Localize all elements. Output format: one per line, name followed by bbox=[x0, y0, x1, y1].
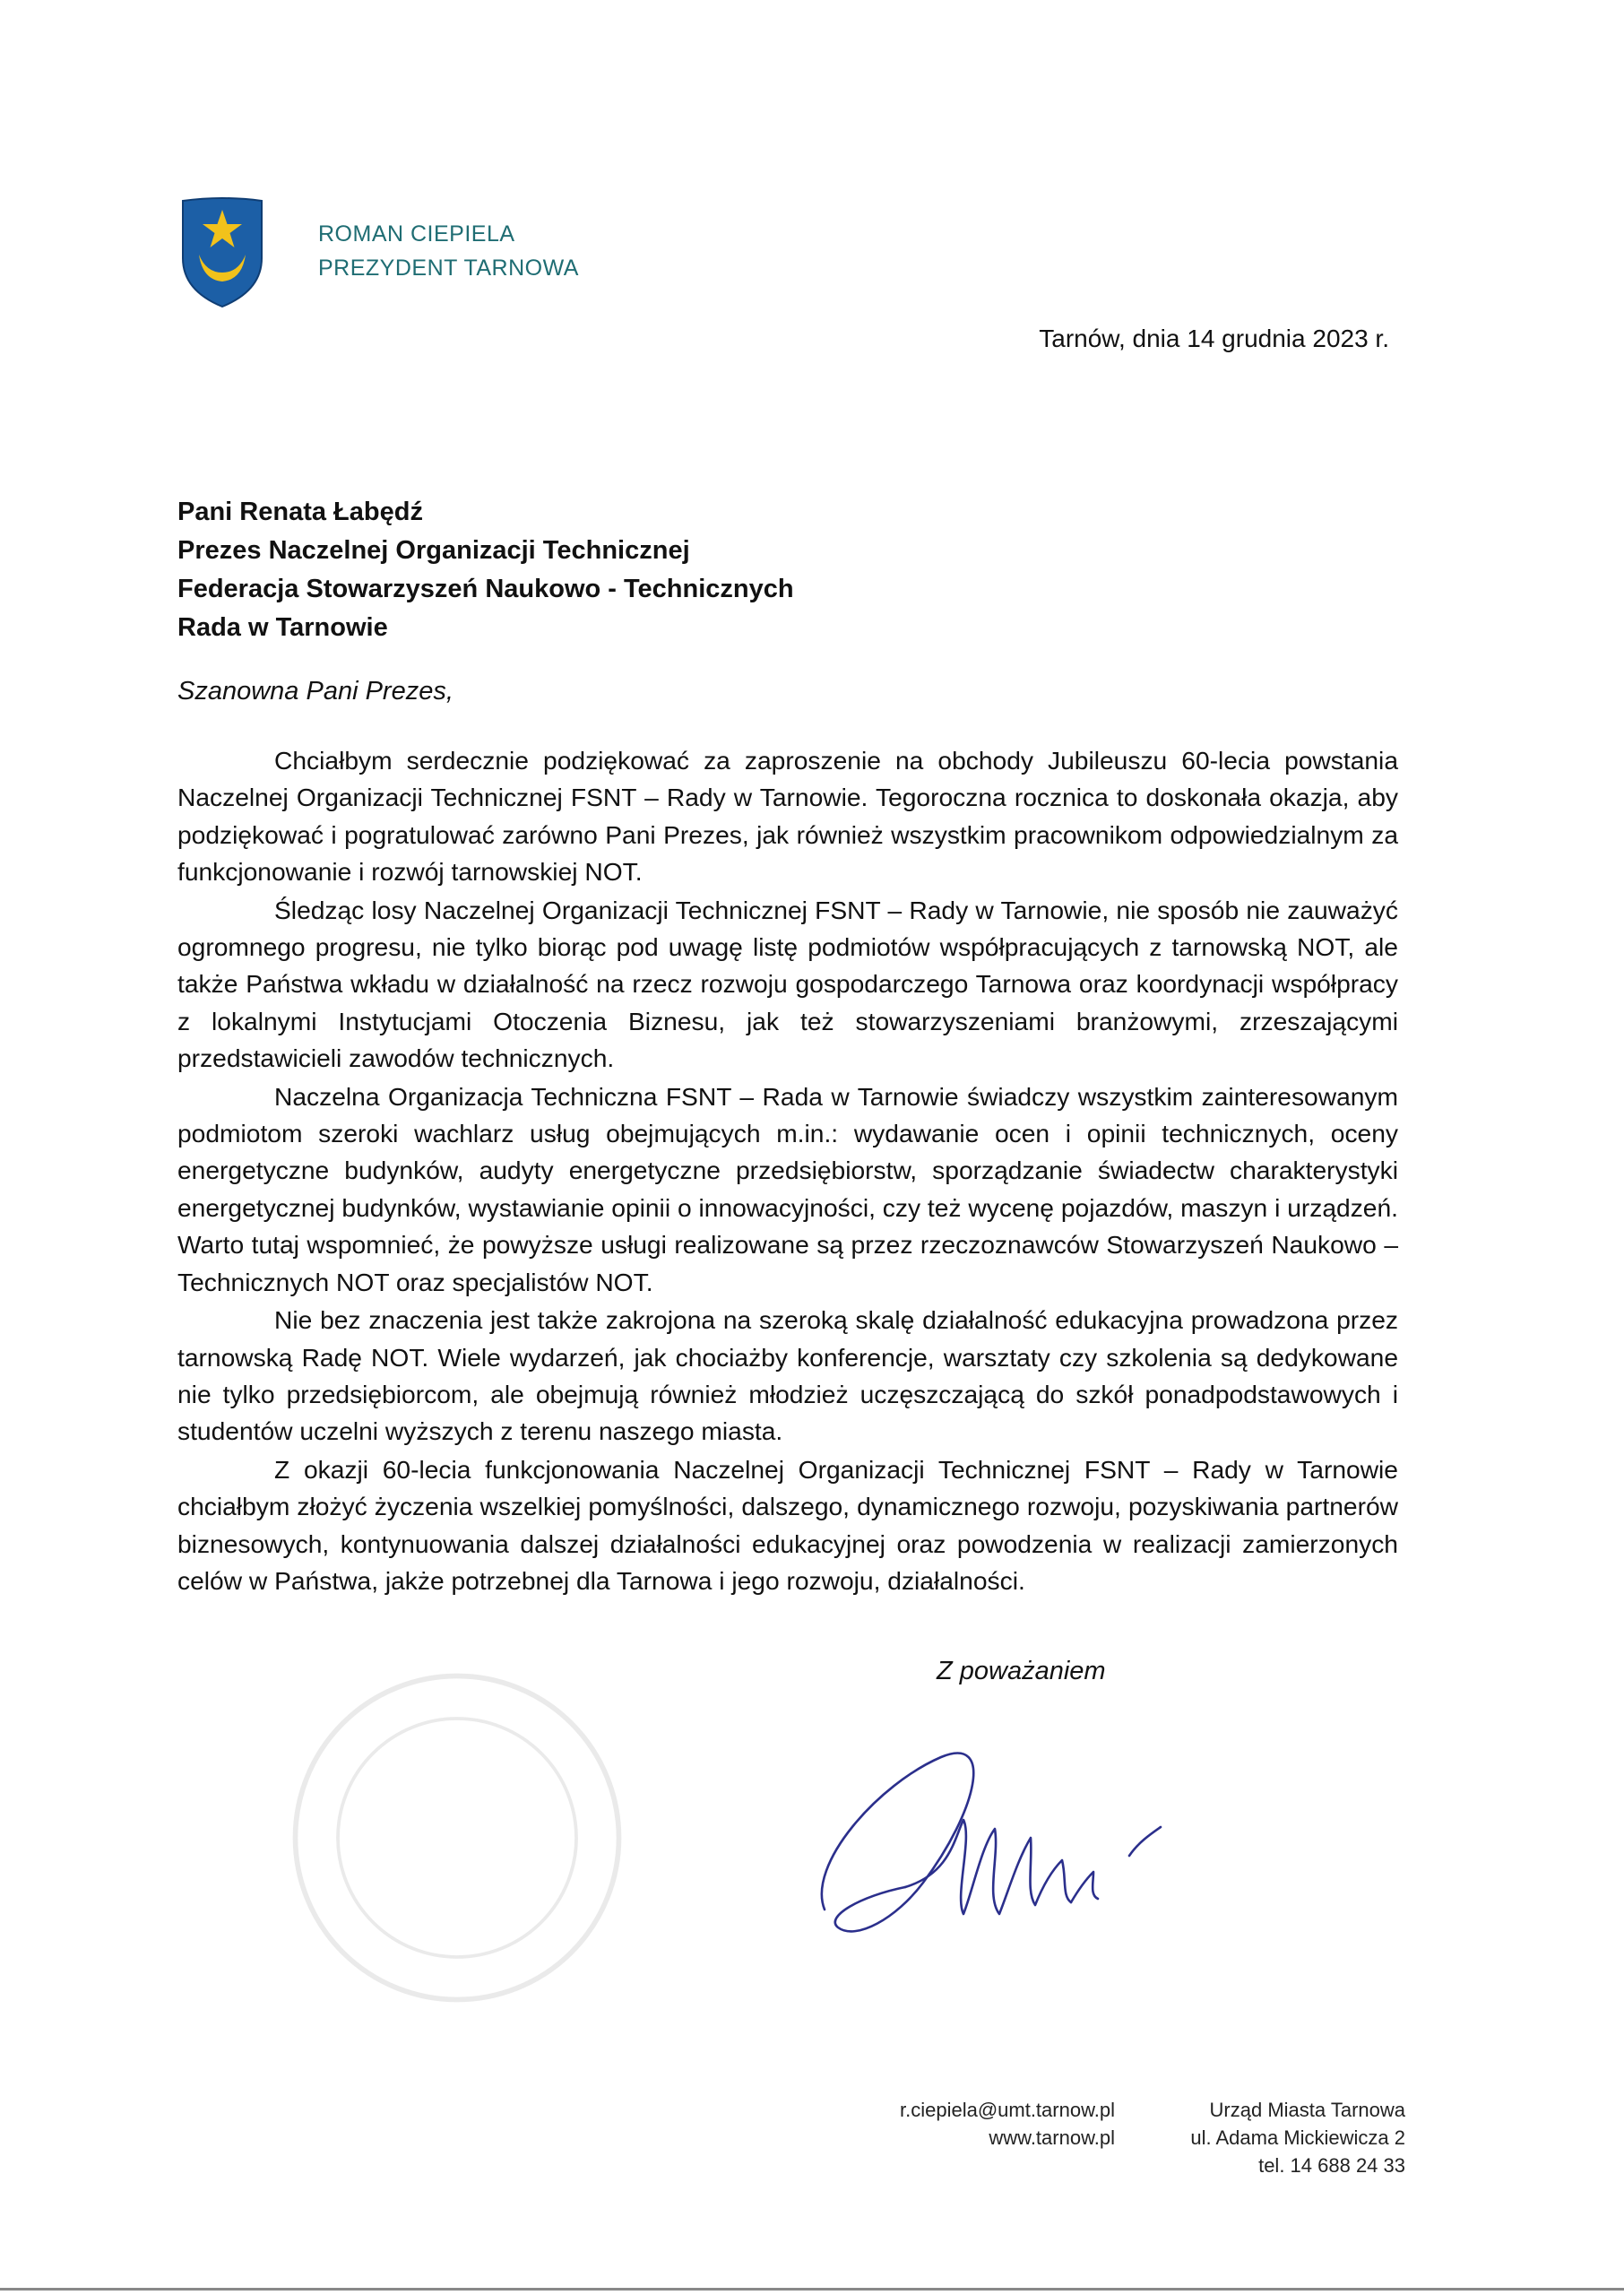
footer-address bbox=[1131, 2096, 1405, 2179]
footer-street: ul. Adama Mickiewicza 2 bbox=[1190, 2126, 1405, 2149]
addressee-position: Prezes Naczelnej Organizacji Technicznej bbox=[177, 536, 690, 565]
body-paragraph: Naczelna Organizacja Techniczna FSNT – Rada w Tarnowie świadczy wszystkim zainteresowanym podmiotom szeroki wachlarz usług obejmujących m.in.: wydawanie ocen i opinii technicznych, oceny energetyczne budynków, audyty energetyczne przedsiębiorstw, sporządzanie świadectw charakterystyki energetycznej budynków, wystawianie opinii o innowacyjności, czy też wycenę pojazdów, maszyn i urządzeń. Warto tutaj wspomnieć, że powyższe usługi realizowane są przez rzeczoznawców Stowarzyszeń Naukowo – Technicznych NOT oraz specjalistów NOT. bbox=[177, 1081, 1398, 1296]
embossed-seal-icon bbox=[287, 1667, 627, 2008]
salutation: Szanowna Pani Prezes, bbox=[177, 677, 454, 706]
addressee-name: Pani Renata Łabędź bbox=[177, 498, 423, 526]
tarnow-coat-of-arms-icon bbox=[177, 197, 267, 309]
body-paragraph: Chciałbym serdecznie podziękować za zaproszenie na obchody Jubileuszu 60-lecia powstania Naczelnej Organizacji Technicznej FSNT – Rady w Tarnowie. Tegoroczna rocznica to doskonała okazja, aby podziękować i pogratulować zarówno Pani Prezes, jak również wszystkim pracownikom odpowiedzialnym za funkcjonowanie i rozwój tarnowskiej NOT. bbox=[177, 746, 1398, 887]
sender-title: PREZYDENT TARNOWA bbox=[318, 255, 579, 281]
sender-block bbox=[318, 217, 579, 285]
body-paragraph: Śledząc losy Naczelnej Organizacji Technicznej FSNT – Rady w Tarnowie, nie sposób nie zauważyć ogromnego progresu, nie tylko biorąc pod uwagę listę podmiotów współpracujących z tarnowską NOT, ale także Państwa wkładu w działalność na rzecz rozwoju gospodarczego Tarnowa oraz koordynacji współpracy z lokalnymi Instytucjami Otoczenia Biznesu, jak też stowarzyszeniami branżowymi, zrzeszającymi przedstawicieli zawodów technicznych. bbox=[177, 895, 1398, 1073]
letter-date: Tarnów, dnia 14 grudnia 2023 r. bbox=[1039, 325, 1389, 352]
footer-office: Urząd Miasta Tarnowa bbox=[1209, 2099, 1405, 2121]
closing-phrase: Z poważaniem bbox=[937, 1657, 1106, 1685]
handwritten-signature bbox=[771, 1703, 1237, 1972]
footer-website[interactable]: www.tarnow.pl bbox=[989, 2126, 1115, 2149]
addressee-block bbox=[177, 493, 794, 647]
sender-name: ROMAN CIEPIELA bbox=[318, 221, 515, 247]
addressee-council: Rada w Tarnowie bbox=[177, 613, 388, 642]
body-paragraph: Z okazji 60-lecia funkcjonowania Naczelnej Organizacji Technicznej FSNT – Rady w Tarnowie chciałbym złożyć życzenia wszelkiej pomyślności, dalszego, dynamicznego rozwoju, pozyskiwania partnerów biznesowych, kontynuowania dalszej działalności edukacyjnej oraz powodzenia w realizacji zamierzonych celów w Państwa, jakże potrzebnej dla Tarnowa i jego rozwoju, działalności. bbox=[177, 1454, 1398, 1595]
letter-body bbox=[177, 742, 1398, 1600]
footer-phone: tel. 14 688 24 33 bbox=[1258, 2154, 1405, 2177]
body-paragraph: Nie bez znaczenia jest także zakrojona na szeroką skalę działalność edukacyjna prowadzona przez tarnowską Radę NOT. Wiele wydarzeń, jak chociażby konferencje, warsztaty czy szkolenia są dedykowane nie tylko przedsiębiorcom, ale obejmują również młodzież uczęszczającą do szkół ponadpodstawowych i studentów uczelni wyższych z terenu naszego miasta. bbox=[177, 1305, 1398, 1446]
addressee-organization: Federacja Stowarzyszeń Naukowo - Technicznych bbox=[177, 575, 794, 603]
page-bottom-border bbox=[0, 2288, 1624, 2291]
footer-contact bbox=[789, 2096, 1115, 2152]
footer-email[interactable]: r.ciepiela@umt.tarnow.pl bbox=[899, 2099, 1115, 2121]
